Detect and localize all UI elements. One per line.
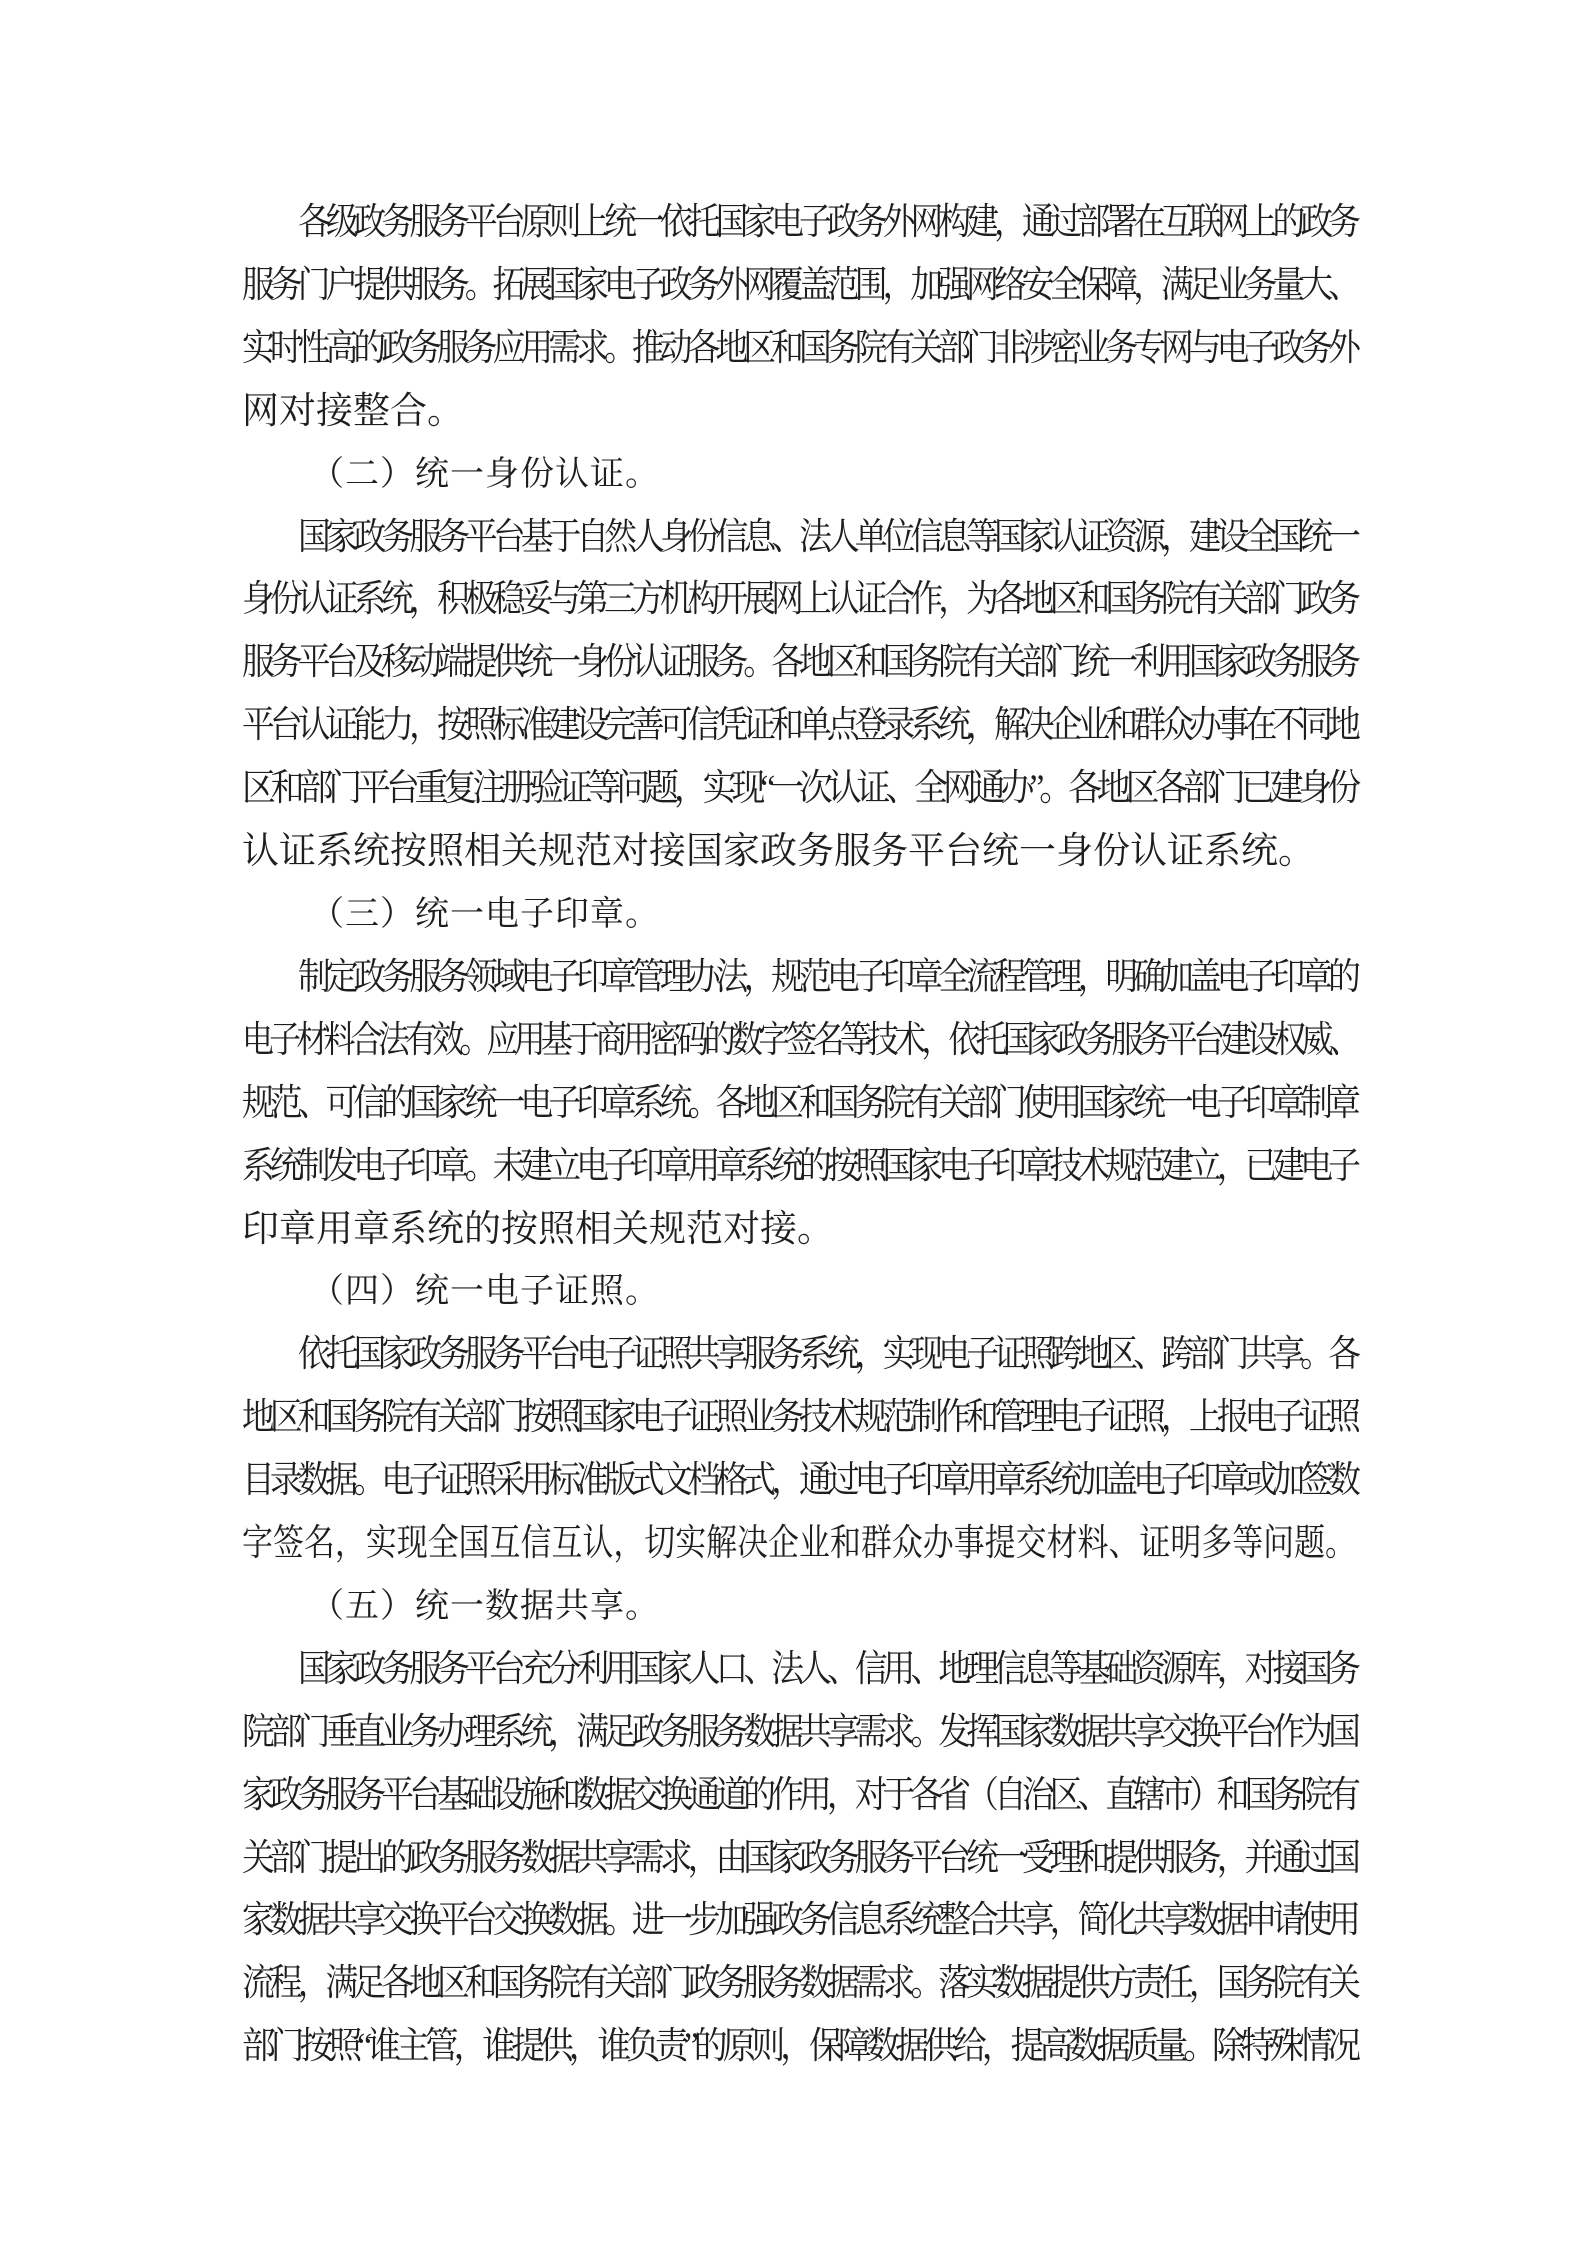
text-line bbox=[242, 1702, 1356, 1765]
section-heading-identity bbox=[242, 444, 1356, 507]
section-heading-seal bbox=[242, 884, 1356, 947]
text-line-content: 家政务服务平台基础设施和数据交换通道的作用，对于各省（自治区、直辖市）和国务院有 bbox=[242, 1774, 1356, 1816]
text-line-content: 认证系统按照相关规范对接国家政务服务平台统一身份认证系统。 bbox=[242, 831, 1315, 873]
text-line-content: 电子材料合法有效。应用基于商用密码的数字签名等技术，依托国家政务服务平台建设权威、 bbox=[242, 1019, 1356, 1061]
text-line bbox=[242, 1324, 1356, 1387]
paragraph-license bbox=[242, 1324, 1356, 1576]
heading-text: （四）统一电子证照。 bbox=[310, 1273, 660, 1311]
text-line bbox=[242, 1136, 1356, 1199]
text-line-content: 制定政务服务领域电子印章管理办法，规范电子印章全流程管理，明确加盖电子印章的 bbox=[298, 956, 1356, 998]
text-line bbox=[242, 192, 1356, 255]
heading-text: （二）统一身份认证。 bbox=[310, 455, 660, 493]
heading-text: （三）统一电子印章。 bbox=[310, 895, 660, 933]
text-line bbox=[242, 318, 1356, 381]
text-line-content: 网对接整合。 bbox=[242, 390, 464, 432]
text-line-content: 院部门垂直业务办理系统，满足政务服务数据共享需求。发挥国家数据共享交换平台作为国 bbox=[242, 1711, 1356, 1753]
paragraph-seal bbox=[242, 947, 1356, 1262]
text-line-content: 实时性高的政务服务应用需求。推动各地区和国务院有关部门非涉密业务专网与电子政务外 bbox=[242, 327, 1356, 369]
text-line bbox=[242, 381, 1356, 444]
text-line-content: 目录数据。电子证照采用标准版式文档格式，通过电子印章用章系统加盖电子印章或加签数 bbox=[242, 1460, 1356, 1502]
text-line bbox=[242, 569, 1356, 632]
section-heading-license bbox=[242, 1261, 1356, 1324]
text-line bbox=[242, 255, 1356, 318]
text-line-content: 服务平台及移动端提供统一身份认证服务。各地区和国务院有关部门统一利用国家政务服务 bbox=[242, 642, 1356, 684]
section-heading-data-sharing bbox=[242, 1576, 1356, 1639]
text-line-content: 印章用章系统的按照相关规范对接。 bbox=[242, 1208, 834, 1250]
text-line bbox=[242, 1387, 1356, 1450]
text-line bbox=[242, 695, 1356, 758]
text-line-content: 依托国家政务服务平台电子证照共享服务系统，实现电子证照跨地区、跨部门共享。各 bbox=[298, 1334, 1356, 1376]
text-line bbox=[242, 947, 1356, 1010]
text-line bbox=[242, 1450, 1356, 1513]
text-line bbox=[242, 1073, 1356, 1136]
text-line bbox=[242, 1010, 1356, 1073]
text-line-content: 区和部门平台重复注册验证等问题，实现“一次认证、全网通办”。各地区各部门已建身份 bbox=[242, 768, 1356, 810]
text-line bbox=[242, 1765, 1356, 1828]
text-line bbox=[242, 1639, 1356, 1702]
paragraph-network bbox=[242, 192, 1356, 444]
text-line-content: 流程，满足各地区和国务院有关部门政务服务数据需求。落实数据提供方责任，国务院有关 bbox=[242, 1963, 1356, 2005]
text-line bbox=[242, 1199, 1356, 1262]
text-line bbox=[242, 2016, 1356, 2079]
text-line bbox=[242, 1953, 1356, 2016]
text-line-content: 服务门户提供服务。拓展国家电子政务外网覆盖范围，加强网络安全保障，满足业务量大、 bbox=[242, 264, 1356, 306]
text-line-content: 规范、可信的国家统一电子印章系统。各地区和国务院有关部门使用国家统一电子印章制章 bbox=[242, 1082, 1356, 1124]
text-line bbox=[242, 632, 1356, 695]
heading-text: （五）统一数据共享。 bbox=[310, 1587, 660, 1625]
text-line-content: 地区和国务院有关部门按照国家电子证照业务技术规范制作和管理电子证照，上报电子证照 bbox=[242, 1397, 1356, 1439]
text-line-content: 各级政务服务平台原则上统一依托国家电子政务外网构建，通过部署在互联网上的政务 bbox=[298, 202, 1356, 243]
text-line bbox=[242, 1890, 1356, 1953]
text-line bbox=[242, 821, 1356, 884]
text-line bbox=[242, 1828, 1356, 1891]
text-line-content: 国家政务服务平台充分利用国家人口、法人、信用、地理信息等基础资源库，对接国务 bbox=[298, 1648, 1356, 1690]
text-line bbox=[242, 758, 1356, 821]
text-line-content: 关部门提出的政务服务数据共享需求，由国家政务服务平台统一受理和提供服务，并通过国 bbox=[242, 1837, 1356, 1879]
paragraph-data-sharing bbox=[242, 1639, 1356, 2079]
text-line bbox=[242, 1513, 1356, 1576]
text-line-content: 国家政务服务平台基于自然人身份信息、法人单位信息等国家认证资源，建设全国统一 bbox=[298, 516, 1356, 558]
text-line-content: 部门按照“谁主管，谁提供，谁负责”的原则，保障数据供给，提高数据质量。除特殊情况 bbox=[242, 2026, 1356, 2068]
text-line bbox=[242, 507, 1356, 570]
text-line-content: 平台认证能力，按照标准建设完善可信凭证和单点登录系统，解决企业和群众办事在不同地 bbox=[242, 705, 1356, 747]
text-line-content: 身份认证系统，积极稳妥与第三方机构开展网上认证合作，为各地区和国务院有关部门政务 bbox=[242, 579, 1356, 621]
text-line-content: 家数据共享交换平台交换数据。进一步加强政务信息系统整合共享，简化共享数据申请使用 bbox=[242, 1900, 1356, 1942]
document-body bbox=[242, 192, 1356, 2079]
text-line-content: 字签名，实现全国互信互认，切实解决企业和群众办事提交材料、证明多等问题。 bbox=[242, 1523, 1356, 1565]
paragraph-identity bbox=[242, 507, 1356, 884]
text-line-content: 系统制发电子印章。未建立电子印章用章系统的按照国家电子印章技术规范建立，已建电子 bbox=[242, 1145, 1356, 1187]
